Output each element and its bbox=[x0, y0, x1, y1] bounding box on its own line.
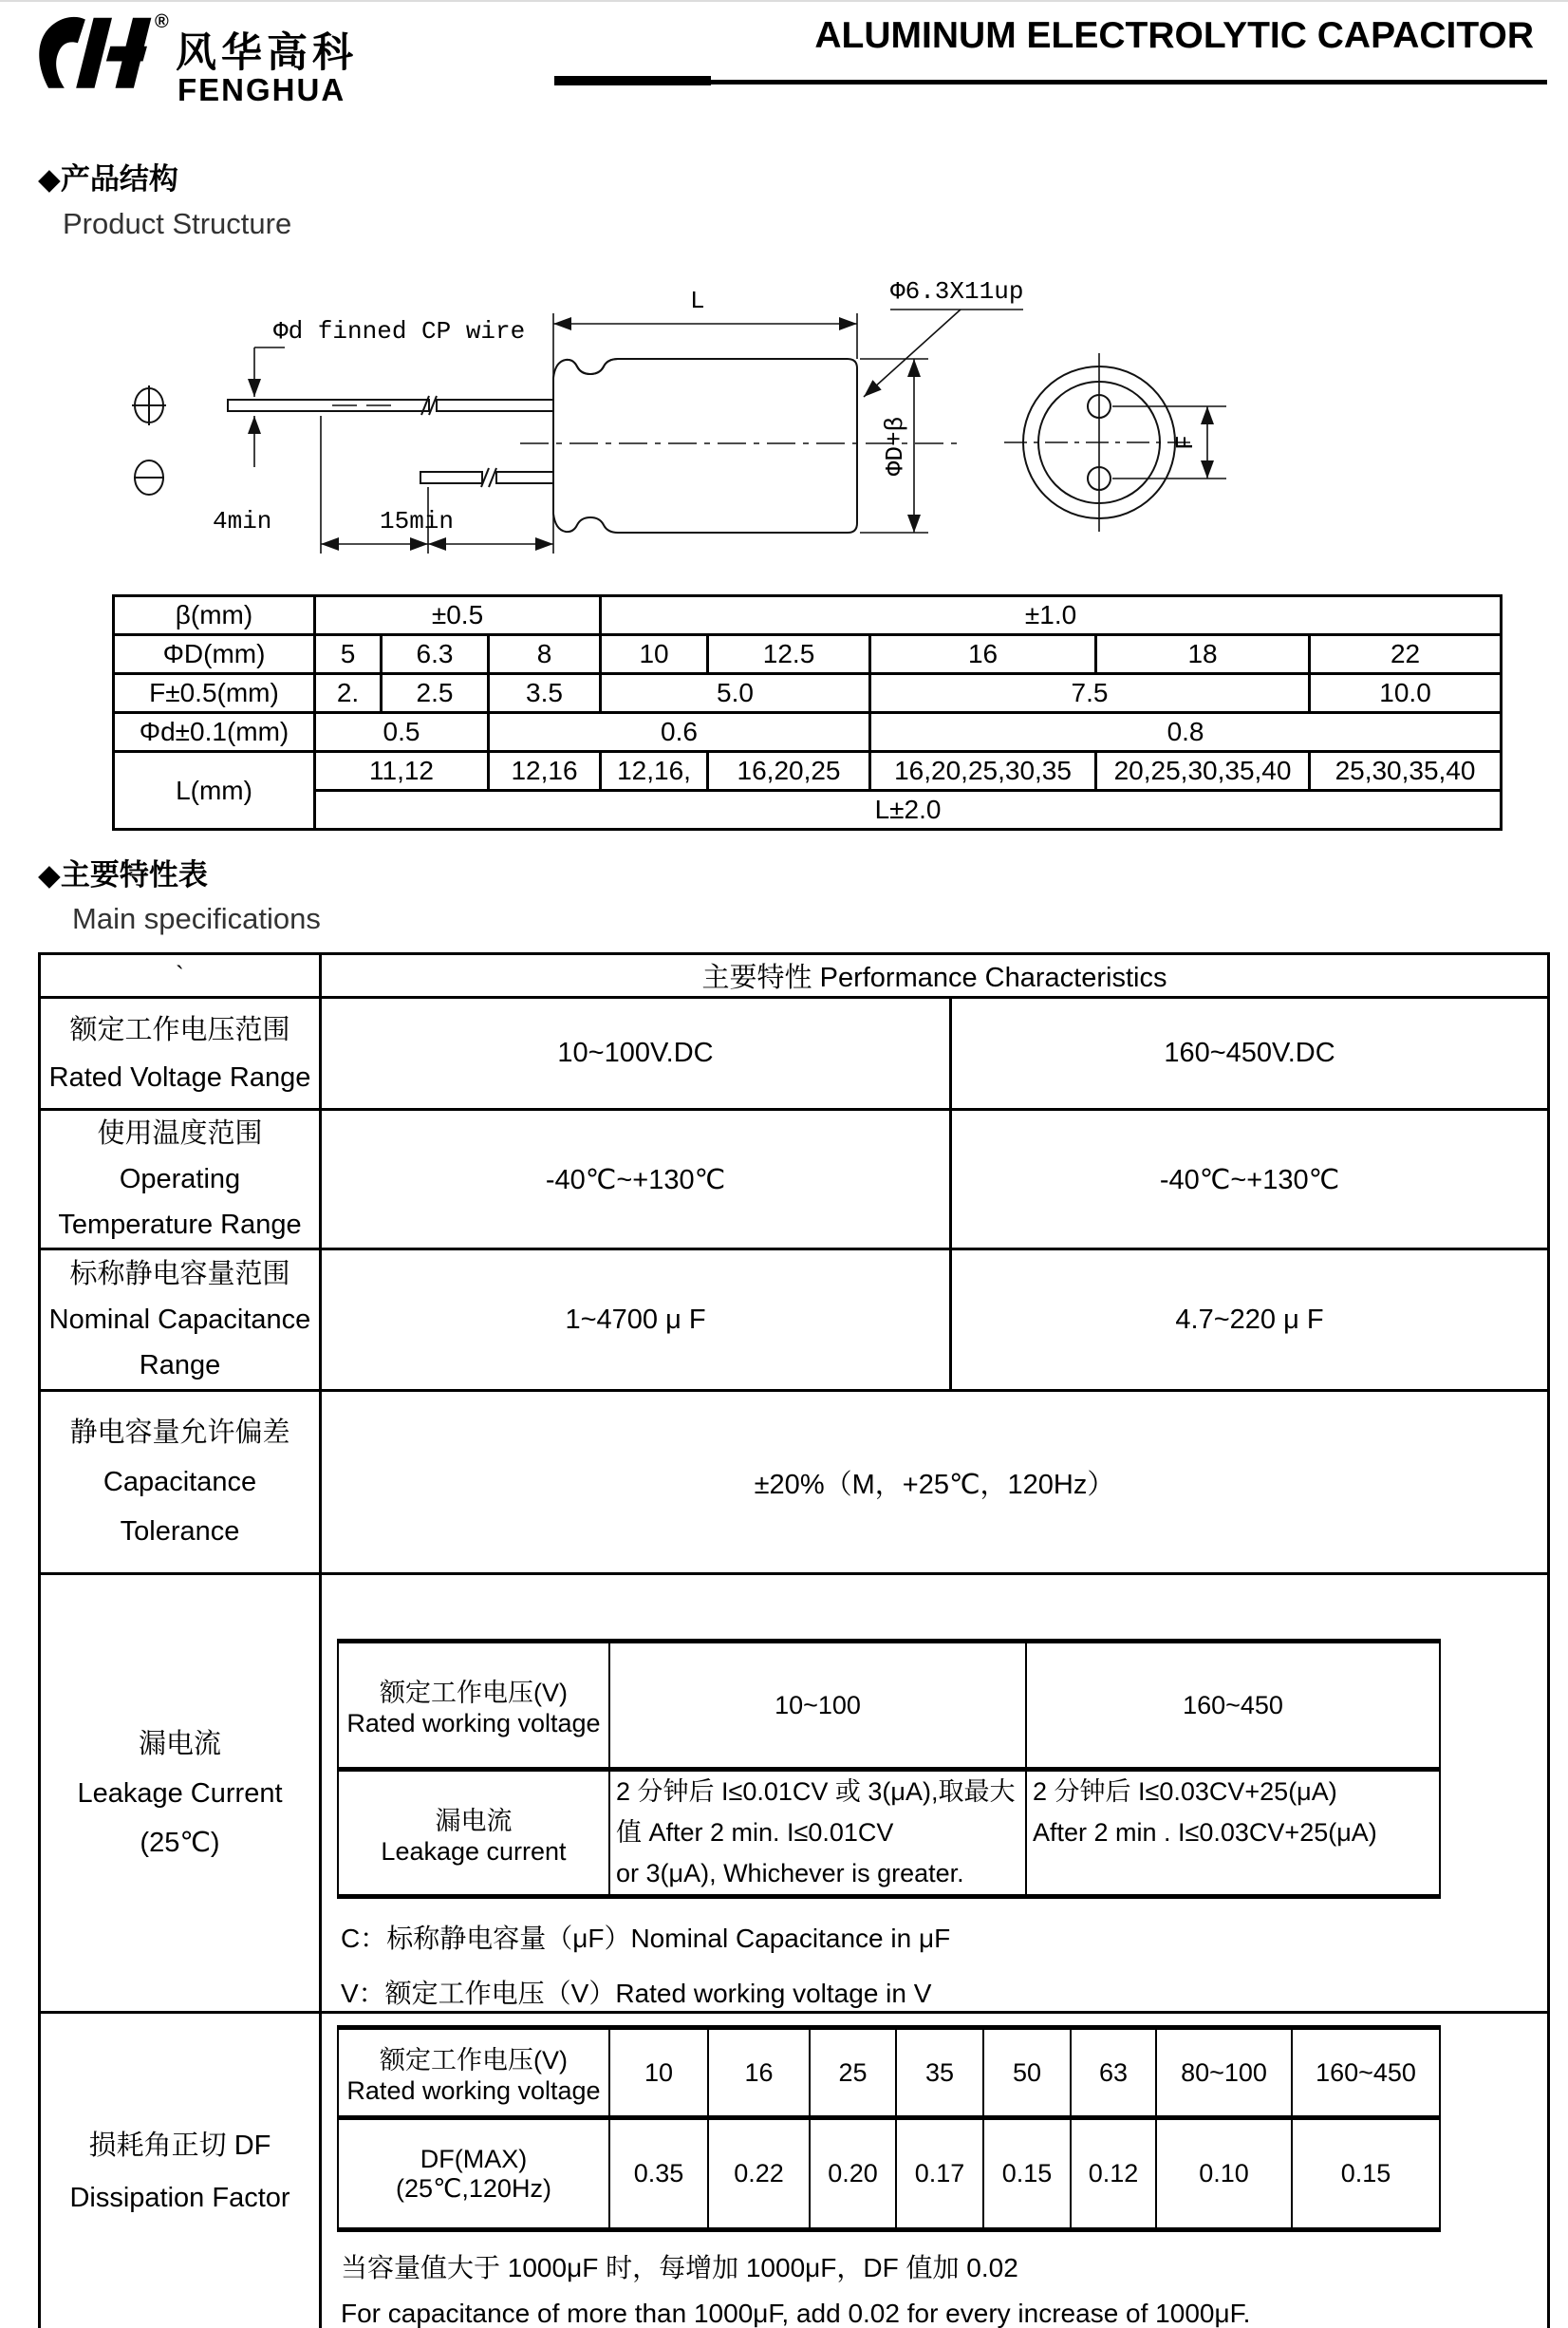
df-value: 0.20 bbox=[810, 2118, 896, 2230]
df-value: 0.17 bbox=[896, 2118, 983, 2230]
f-value: 7.5 bbox=[870, 674, 1310, 713]
rated-voltage-high: 160~450V.DC bbox=[951, 998, 1549, 1110]
spec-line: or 3(μA), Whichever is greater. bbox=[616, 1859, 964, 1887]
dim-label: β(mm) bbox=[114, 596, 315, 635]
table-row bbox=[338, 1642, 1440, 1770]
performance-header: 主要特性 Performance Characteristics bbox=[321, 954, 1549, 998]
label-en: Capacitance bbox=[103, 1467, 257, 1497]
lead-wire-callout bbox=[254, 317, 525, 467]
d-value: 0.8 bbox=[870, 713, 1502, 752]
label-en: Rated working voltage bbox=[346, 2076, 601, 2105]
label-en: Nominal Capacitance bbox=[48, 1305, 311, 1335]
label-en: Dissipation Factor bbox=[69, 2183, 290, 2213]
table-row bbox=[114, 596, 1502, 635]
label-cn: 漏电流 bbox=[435, 1806, 513, 1835]
capacitor-body bbox=[553, 359, 857, 533]
dia-value: 10 bbox=[601, 635, 708, 674]
label-temp: (25℃) bbox=[140, 1827, 220, 1858]
label-en: Temperature Range bbox=[58, 1210, 302, 1240]
dia-value: 6.3 bbox=[382, 635, 489, 674]
leak-v-low: 10~100 bbox=[609, 1642, 1026, 1770]
leakage-inner-table bbox=[337, 1639, 1441, 1899]
spec-line: 值 After 2 min. I≤0.01CV bbox=[616, 1818, 894, 1847]
label-line: DF(MAX) bbox=[420, 2144, 528, 2173]
label-cn: 标称静电容量范围 bbox=[69, 1259, 290, 1289]
f-value: 2. bbox=[315, 674, 382, 713]
df-value: 0.35 bbox=[609, 2118, 708, 2230]
diameter-label: ΦD+β bbox=[881, 416, 909, 477]
l-value: 11,12 bbox=[315, 752, 489, 791]
lead-min-label: 4min bbox=[213, 507, 272, 535]
table-row bbox=[338, 2028, 1440, 2118]
l-value: 16,20,25 bbox=[708, 752, 870, 791]
df-value: 0.15 bbox=[983, 2118, 1071, 2230]
d-value: 0.5 bbox=[315, 713, 489, 752]
label-en: Leakage Current bbox=[77, 1777, 283, 1809]
section-specs-title-en: Main specifications bbox=[72, 902, 321, 935]
leak-spec-low bbox=[609, 1770, 1026, 1897]
df-content bbox=[321, 2013, 1549, 2328]
l-value: 20,25,30,35,40 bbox=[1096, 752, 1310, 791]
table-row bbox=[338, 1770, 1440, 1897]
leakage-note-c: C：标称静电容量（μF）Nominal Capacitance in μF bbox=[341, 1924, 951, 1953]
l-value: 12,16, bbox=[601, 752, 708, 791]
dia-value: 22 bbox=[1310, 635, 1502, 674]
df-voltage: 80~100 bbox=[1156, 2028, 1292, 2118]
table-row bbox=[40, 1110, 1549, 1249]
lead-wire-label: Φd finned CP wire bbox=[273, 317, 526, 346]
negative-lead-wire bbox=[420, 468, 553, 487]
df-voltage: 25 bbox=[810, 2028, 896, 2118]
label-cn: 额定工作电压范围 bbox=[69, 1014, 290, 1045]
positive-lead-wire bbox=[228, 396, 553, 415]
df-voltage-header bbox=[338, 2028, 609, 2118]
table-row bbox=[40, 1574, 1549, 2013]
tolerance-label bbox=[40, 1391, 321, 1574]
tolerance-value: ±20%（M，+25℃，120Hz） bbox=[321, 1391, 1549, 1574]
length-label: L bbox=[690, 287, 705, 315]
label-en: Tolerance bbox=[120, 1516, 240, 1547]
rated-voltage-low: 10~100V.DC bbox=[321, 998, 951, 1110]
leakage-label bbox=[40, 1574, 321, 2013]
df-voltage: 10 bbox=[609, 2028, 708, 2118]
spec-line: 2 分钟后 I≤0.01CV 或 3(μA),取最大 bbox=[616, 1777, 1016, 1806]
label-cn: 漏电流 bbox=[138, 1728, 221, 1759]
df-voltage: 160~450 bbox=[1292, 2028, 1440, 2118]
df-value: 0.15 bbox=[1292, 2118, 1440, 2230]
df-row-label bbox=[338, 2118, 609, 2230]
label-en: Rated Voltage Range bbox=[48, 1061, 311, 1093]
dim-label: F±0.5(mm) bbox=[114, 674, 315, 713]
df-voltage: 16 bbox=[708, 2028, 810, 2118]
df-value: 0.22 bbox=[708, 2118, 810, 2230]
capacitance-low: 1~4700 μ F bbox=[321, 1249, 951, 1391]
negative-terminal-icon bbox=[134, 460, 164, 495]
temperature-low: -40℃~+130℃ bbox=[321, 1110, 951, 1249]
registered-trademark: ® bbox=[155, 11, 169, 32]
label-cn: 额定工作电压(V) bbox=[380, 1679, 568, 1707]
dim-label: L(mm) bbox=[114, 752, 315, 830]
table-row bbox=[40, 1249, 1549, 1391]
page-title: ALUMINUM ELECTROLYTIC CAPACITOR bbox=[814, 15, 1534, 56]
f-value: 10.0 bbox=[1310, 674, 1502, 713]
l-tolerance: L±2.0 bbox=[315, 791, 1502, 830]
positive-terminal-icon bbox=[132, 385, 166, 425]
label-cn: 额定工作电压(V) bbox=[380, 2046, 568, 2075]
dim-label: Φd±0.1(mm) bbox=[114, 713, 315, 752]
f-value: 5.0 bbox=[601, 674, 870, 713]
rated-voltage-label bbox=[40, 998, 321, 1110]
beta-large: ±1.0 bbox=[601, 596, 1502, 635]
df-label bbox=[40, 2013, 321, 2328]
leak-row-label bbox=[338, 1770, 609, 1897]
dia-value: 16 bbox=[870, 635, 1096, 674]
f-value: 3.5 bbox=[489, 674, 601, 713]
df-value: 0.10 bbox=[1156, 2118, 1292, 2230]
capacitor-structure-diagram bbox=[0, 266, 1568, 585]
diameter-dimension bbox=[860, 359, 928, 533]
df-value: 0.12 bbox=[1071, 2118, 1156, 2230]
temperature-high: -40℃~+130℃ bbox=[951, 1110, 1549, 1249]
table-row bbox=[114, 674, 1502, 713]
beta-small: ±0.5 bbox=[315, 596, 601, 635]
leakage-note-v: V：额定工作电压（V）Rated working voltage in V bbox=[341, 1979, 932, 2008]
leak-spec-high bbox=[1026, 1770, 1440, 1897]
corner-cell: ` bbox=[40, 954, 321, 998]
dimensions-table bbox=[112, 594, 1503, 831]
lead-spacing-label: F bbox=[1171, 435, 1200, 450]
leakage-content bbox=[321, 1574, 1549, 2013]
dia-value: 5 bbox=[315, 635, 382, 674]
label-en: Operating bbox=[119, 1164, 241, 1194]
dia-value: 8 bbox=[489, 635, 601, 674]
label-en: Rated working voltage bbox=[346, 1709, 601, 1737]
table-row bbox=[114, 713, 1502, 752]
d-value: 0.6 bbox=[489, 713, 870, 752]
l-value: 16,20,25,30,35 bbox=[870, 752, 1096, 791]
table-row bbox=[40, 1391, 1549, 1574]
temperature-label bbox=[40, 1110, 321, 1249]
brand-name-cn: 风华高科 bbox=[176, 30, 358, 76]
capacitor-end-view bbox=[1004, 353, 1194, 532]
spec-line: After 2 min . I≤0.03CV+25(μA) bbox=[1033, 1818, 1377, 1847]
brand-name-en: FENGHUA bbox=[177, 72, 346, 107]
table-row bbox=[338, 2118, 1440, 2230]
leak-voltage-header bbox=[338, 1642, 609, 1770]
leak-v-high: 160~450 bbox=[1026, 1642, 1440, 1770]
section-structure-title-cn: ◆产品结构 bbox=[38, 162, 178, 196]
section-specs-title-cn: ◆主要特性表 bbox=[38, 858, 208, 892]
df-voltage: 63 bbox=[1071, 2028, 1156, 2118]
df-inner-table bbox=[337, 2025, 1441, 2232]
capacitance-high: 4.7~220 μ F bbox=[951, 1249, 1549, 1391]
df-note-en: For capacitance of more than 1000μF, add 0.02 for every increase of 1000μF. bbox=[341, 2299, 1251, 2328]
page-edge-line bbox=[0, 0, 1568, 2]
lead-len-label: 15min bbox=[380, 507, 455, 535]
f-value: 2.5 bbox=[382, 674, 489, 713]
fenghua-logo-icon bbox=[28, 11, 154, 91]
l-value: 25,30,35,40 bbox=[1310, 752, 1502, 791]
label-en: Range bbox=[139, 1350, 221, 1380]
spec-line: 2 分钟后 I≤0.03CV+25(μA) bbox=[1033, 1777, 1337, 1806]
dia-value: 12.5 bbox=[708, 635, 870, 674]
table-row bbox=[114, 791, 1502, 830]
l-value: 12,16 bbox=[489, 752, 601, 791]
label-cn: 静电容量允许偏差 bbox=[69, 1417, 290, 1448]
section-structure-title-en: Product Structure bbox=[63, 207, 292, 240]
specifications-table bbox=[38, 952, 1550, 2328]
dia-value: 18 bbox=[1096, 635, 1310, 674]
table-row bbox=[114, 752, 1502, 791]
df-voltage: 50 bbox=[983, 2028, 1071, 2118]
df-voltage: 35 bbox=[896, 2028, 983, 2118]
label-cn: 使用温度范围 bbox=[97, 1118, 263, 1149]
sleeve-label: Φ6.3X11up bbox=[890, 277, 1024, 306]
df-note-cn: 当容量值大于 1000μF 时，每增加 1000μF，DF 值加 0.02 bbox=[341, 2253, 1018, 2282]
lead-length-dimensions bbox=[213, 416, 553, 554]
table-row bbox=[40, 998, 1549, 1110]
label-en: Leakage current bbox=[381, 1836, 567, 1866]
label-cn: 损耗角正切 DF bbox=[88, 2131, 271, 2161]
sleeve-leader bbox=[864, 277, 1023, 397]
table-row bbox=[40, 954, 1549, 998]
table-row bbox=[114, 635, 1502, 674]
label-line: (25℃,120Hz) bbox=[396, 2173, 551, 2203]
table-row bbox=[40, 2013, 1549, 2328]
capacitance-label bbox=[40, 1249, 321, 1391]
header-rule-accent bbox=[554, 76, 711, 85]
dim-label: ΦD(mm) bbox=[114, 635, 315, 674]
